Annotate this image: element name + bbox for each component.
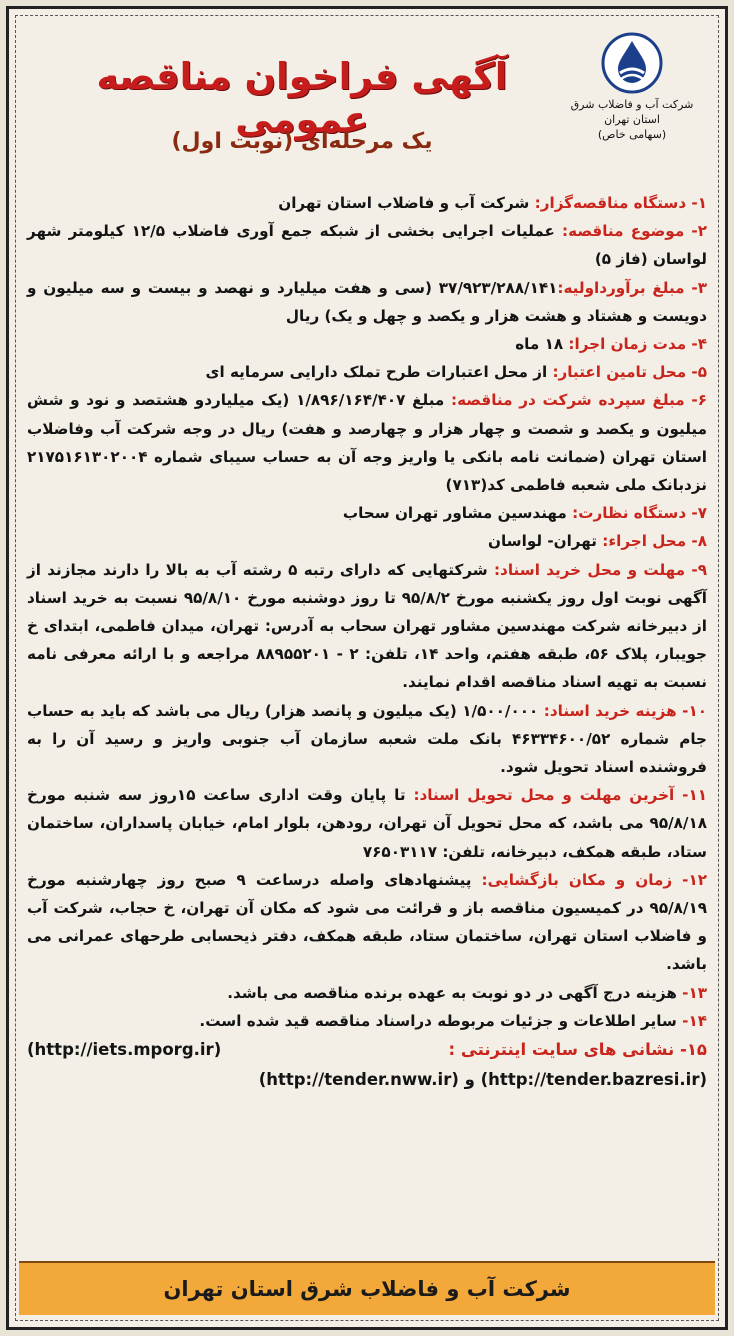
water-drop-logo-icon (600, 31, 664, 95)
item-7 (27, 499, 707, 527)
item-text: عملیات اجرایی بخشی از شبکه جمع آوری فاضلاب ۱۲/۵ کیلومتر شهر لواسان (فاز ۵) (27, 222, 707, 269)
item-text: از محل اعتبارات طرح تملک دارایی سرمایه ای (205, 363, 553, 382)
item-label: ۱۰- هزینه خرید اسناد: (543, 701, 707, 720)
item-label: ۲- موضوع مناقصه: (562, 222, 707, 241)
item-text: ۳۷/۹۲۳/۲۸۸/۱۴۱ (سی و هفت میلیارد و نهصد و بیست و سه میلیون و دویست و هشتاد و هشت هزار و یکصد و چهل و یک) ریال (27, 278, 707, 325)
item-10 (27, 697, 707, 782)
item-label: ۵- محل تامین اعتبار: (552, 363, 707, 382)
item-text: سایر اطلاعات و جزئیات مربوطه دراسناد مناقصه قید شده است. (199, 1011, 683, 1030)
item-label: ۸- محل اجراء: (602, 532, 707, 551)
item-label: ۴- مدت زمان اجرا: (568, 335, 707, 354)
item-12 (27, 866, 707, 979)
item-label: ۱۲- زمان و مکان بازگشایی: (481, 870, 707, 889)
item-label: ۷- دستگاه نظارت: (572, 504, 707, 523)
item-text: هزینه درج آگهی در دو نوبت به عهده برنده مناقصه می باشد. (227, 983, 683, 1002)
item-label: ۱۴- (682, 1011, 707, 1030)
item-text: ۱۸ ماه (515, 335, 569, 354)
org-type: (سهامی خاص) (597, 128, 667, 141)
and-word: و (464, 1070, 475, 1090)
org-name: شرکت آب و فاضلاب شرق استان تهران (570, 98, 694, 126)
item-6 (27, 386, 707, 499)
website-link-iets[interactable]: (http://iets.mporg.ir) (27, 1040, 222, 1060)
item-text: شرکتهایی که دارای رتبه ۵ رشته آب به بالا را دارند مجازند از آگهی نوبت اول روز یکشنبه مورخ ۹۵/۸/۲ تا روز دوشنبه مورخ ۹۵/۸/۱۰ نسبت به خرید اسناد از دبیرخانه شرکت مهندسین مشاور تهران سحاب به آدرس: تهران، میدان فاطمی، ابتدای خ جویبار، پلاک ۵۶، طبقه هفتم، واحد ۱۴، تلفن: ۲ - ۸۸۹۵۵۲۰۱ مراجعه و با ارائه معرفی نامه نسبت به تهیه اسناد مناقصه اقدام نمایند. (27, 560, 707, 692)
item-text: تهران- لواسان (488, 532, 603, 551)
item-label: ۱۵- نشانی های سایت اینترنتی : (448, 1040, 707, 1060)
item-text: مهندسین مشاور تهران سحاب (342, 504, 573, 523)
website-link-nww[interactable]: (http://tender.nww.ir) (258, 1070, 459, 1090)
company-logo (557, 31, 707, 142)
item-label: ۱۱- آخرین مهلت و محل تحویل اسناد: (413, 786, 708, 805)
header (19, 21, 715, 171)
item-text: ۱/۵۰۰/۰۰۰ (یک میلیون و پانصد هزار) ریال می باشد که باید به حساب جام شماره ۴۶۳۳۴۶۰۰/۵۲ بانک ملت شعبه سازمان آب جنوبی واریز و رسید آن را به فروشنده اسناد تحویل شود. (27, 701, 707, 777)
item-3 (27, 274, 707, 330)
item-9 (27, 556, 707, 697)
footer-banner: شرکت آب و فاضلاب شرق استان تهران (19, 1261, 715, 1315)
item-13 (27, 979, 707, 1007)
item-1 (27, 189, 707, 217)
item-label: ۱۳- (682, 983, 707, 1002)
advertisement-page (6, 6, 728, 1330)
item-4 (27, 330, 707, 358)
item-label: ۶- مبلغ سپرده شرکت در مناقصه: (451, 391, 707, 410)
page-title: آگهی فراخوان مناقصه عمومی (96, 55, 508, 141)
item-text: تا پایان وقت اداری ساعت ۱۵روز سه شنبه مورخ ۹۵/۸/۱۸ می باشد، که محل تحویل آن تهران، رودهن، بلوار امام، خیابان پاسداران، ساختمان ستاد، طبقه همکف، دبیرخانه، تلفن: ۷۶۵۰۳۱۱۷ (27, 786, 707, 861)
item-11 (27, 781, 707, 866)
item-label: ۳- مبلغ برآورداولیه: (557, 278, 707, 297)
item-14 (27, 1007, 707, 1035)
item-text: پیشنهادهای واصله درساعت ۹ صبح روز چهارشنبه مورخ ۹۵/۸/۱۹ در کمیسیون مناقصه باز و قرائت می شود که مکان آن تهران، خ حجاب، شرکت آب و فاضلاب استان تهران، ساختمان ستاد، طبقه همکف، دفتر ذیحسابی طرحهای عمرانی می باشد. (27, 870, 707, 974)
item-label: ۹- مهلت و محل خرید اسناد: (493, 560, 707, 579)
tender-items (27, 189, 707, 1259)
website-link-bazresi[interactable]: (http://tender.bazresi.ir) (480, 1070, 707, 1090)
item-text: مبلغ ۱/۸۹۶/۱۶۴/۴۰۷ (یک میلیاردو هشتصد و نود و شش میلیون و یکصد و شصت و چهار هزار و چهارصد و هفت) ریال در وجه شرکت آب وفاضلاب استان تهران (ضمانت نامه بانکی یا واریز وجه آن به حساب سیبای شماره ۲۱۷۵۱۶۱۳۰۲۰۰۴ نزدبانک ملی شعبه فاطمی کد(۷۱۳) (27, 391, 707, 495)
page-subtitle: یک مرحله‌ای (نوبت اول) (171, 129, 433, 154)
item-2 (27, 217, 707, 273)
item-5 (27, 358, 707, 386)
item-text: شرکت آب و فاضلاب استان تهران (278, 194, 535, 212)
item-15-websites (27, 1035, 707, 1095)
item-label: ۱- دستگاه مناقصه‌گزار: (534, 194, 707, 212)
item-8 (27, 527, 707, 555)
